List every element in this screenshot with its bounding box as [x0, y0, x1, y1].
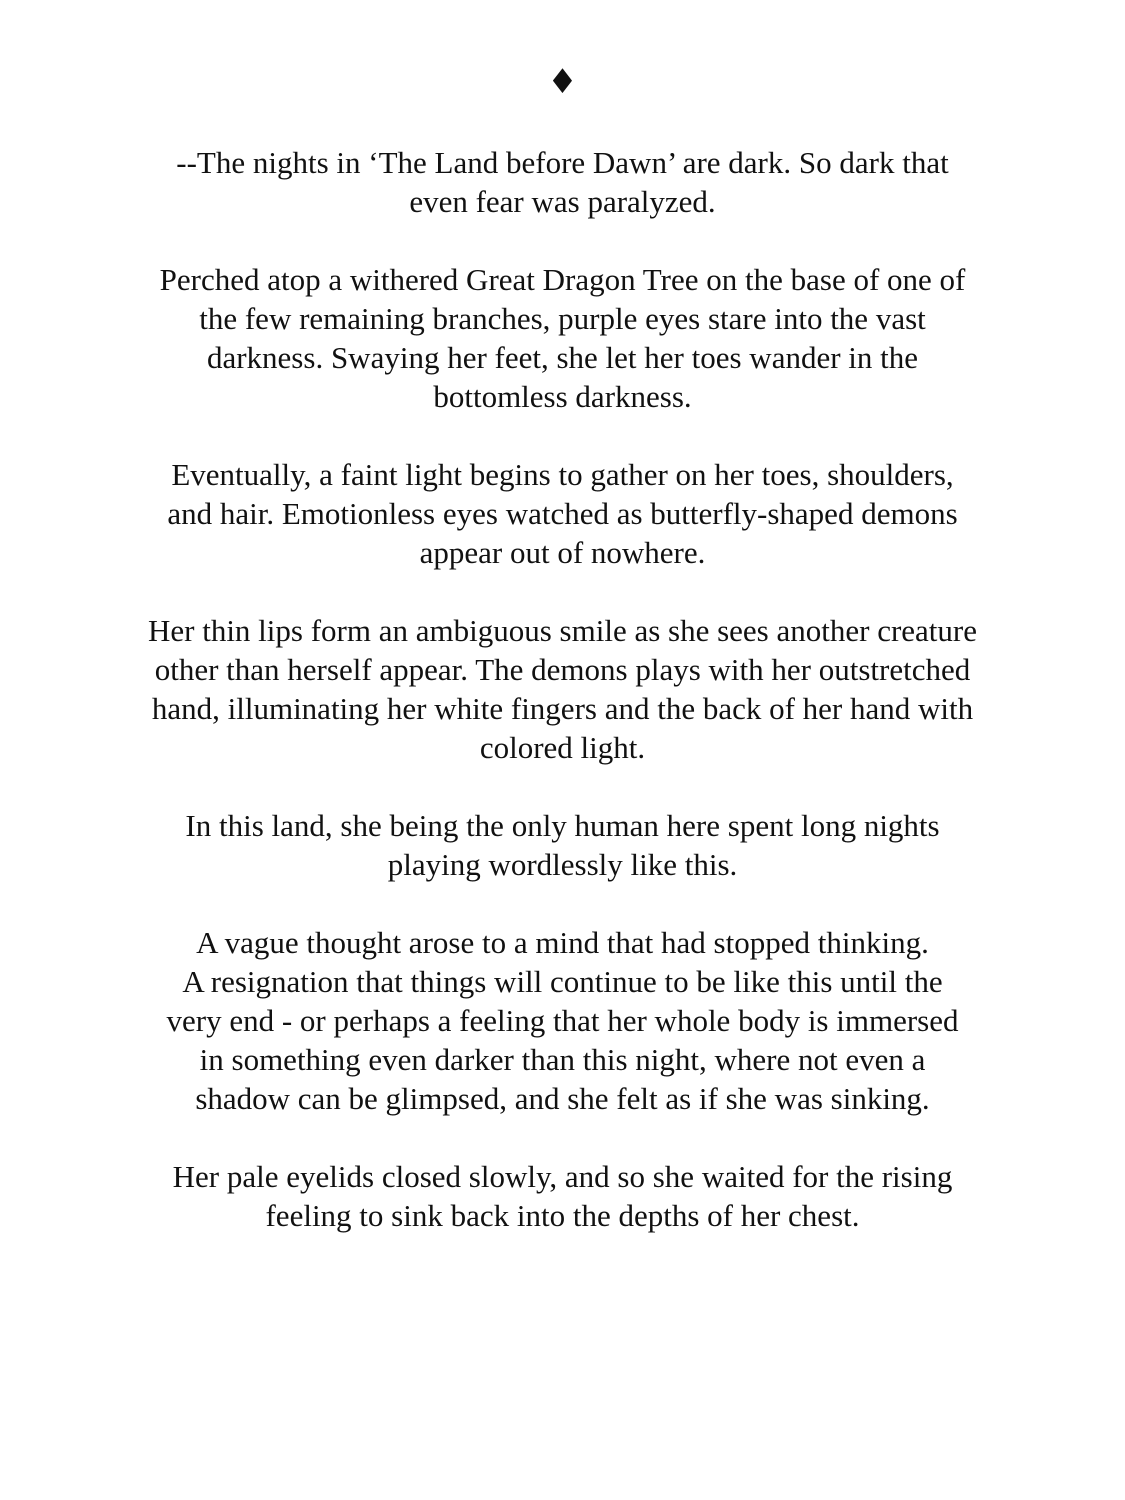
- text-line: and hair. Emotionless eyes watched as butterfly-shaped demons: [167, 496, 958, 531]
- text-line: the few remaining branches, purple eyes stare into the vast: [199, 301, 926, 336]
- story-text: [60, 143, 1065, 1235]
- text-line: playing wordlessly like this.: [387, 847, 738, 882]
- text-line: bottomless darkness.: [433, 379, 692, 414]
- text-line: darkness. Swaying her feet, she let her toes wander in the: [206, 340, 919, 375]
- text-line: Eventually, a faint light begins to gather on her toes, shoulders,: [171, 457, 954, 492]
- paragraph: [60, 611, 1065, 767]
- text-line: A vague thought arose to a mind that had stopped thinking.: [196, 925, 929, 960]
- text-line: appear out of nowhere.: [419, 535, 706, 570]
- paragraph: [60, 1157, 1065, 1235]
- text-line: colored light.: [479, 730, 646, 765]
- text-line: In this land, she being the only human here spent long nights: [185, 808, 940, 843]
- paragraph: [60, 143, 1065, 221]
- text-line: Her thin lips form an ambiguous smile as she sees another creature: [147, 613, 977, 648]
- diamond-ornament-icon: ♦: [547, 62, 578, 102]
- paragraph: [60, 455, 1065, 572]
- text-line: very end - or perhaps a feeling that her whole body is immersed: [166, 1003, 959, 1038]
- text-line: shadow can be glimpsed, and she felt as if she was sinking.: [195, 1081, 930, 1116]
- paragraph: [60, 806, 1065, 884]
- text-line: hand, illuminating her white fingers and the back of her hand with: [151, 691, 974, 726]
- paragraph: [60, 923, 1065, 1118]
- text-line: feeling to sink back into the depths of her chest.: [265, 1198, 860, 1233]
- text-line: in something even darker than this night, where not even a: [199, 1042, 926, 1077]
- text-line: other than herself appear. The demons plays with her outstretched: [154, 652, 971, 687]
- text-line: --The nights in ‘The Land before Dawn’ are dark. So dark that: [176, 145, 949, 180]
- text-line: Perched atop a withered Great Dragon Tree on the base of one of: [159, 262, 966, 297]
- text-line: A resignation that things will continue to be like this until the: [182, 964, 943, 999]
- text-line: even fear was paralyzed.: [409, 184, 716, 219]
- paragraph: [60, 260, 1065, 416]
- text-line: Her pale eyelids closed slowly, and so she waited for the rising: [172, 1159, 953, 1194]
